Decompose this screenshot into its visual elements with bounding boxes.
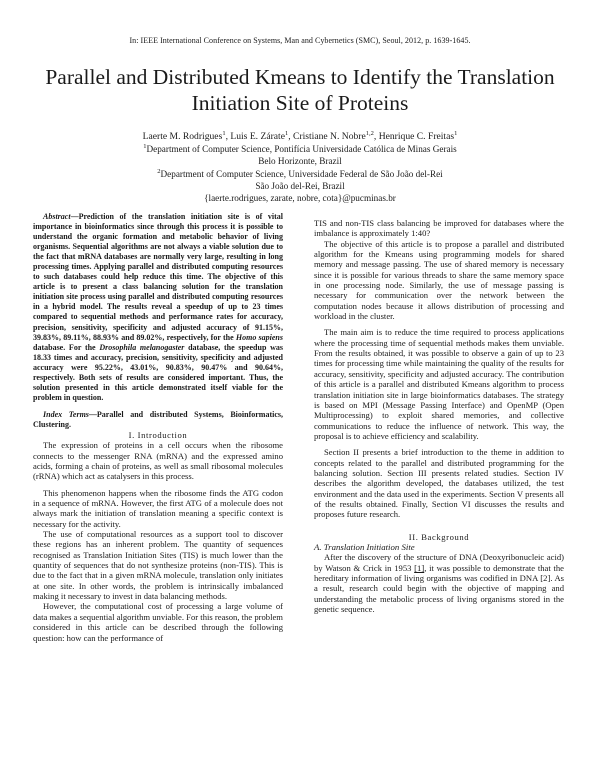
index-terms bbox=[33, 410, 283, 430]
paragraph: The main aim is to reduce the time required to process applications where the processing time of sequential methods makes them unviable. From the results obtained, it was possible to observe a gain of up to 23 times for processing time while maintaining the quality of the results for accuracy, sensitivity, specificity and adjusted accuracy. The contribution of this article is a parallel and distributed Kmeans algorithm to process translation initiation site in large bioinformatics databases. The strategy is based on MPI (Message Passing Interface) and OpenMP (Open Multiprocessing) to exploit shared memories, and collective communications to reduce the influence of network. This way, the proposal is to achieve efficiency and scalability. bbox=[314, 327, 564, 441]
left-column bbox=[33, 212, 283, 643]
affil-dept: Department of Computer Science, Pontifícia Universidade Católica de Minas Gerais bbox=[146, 144, 457, 154]
affiliation-2 bbox=[40, 168, 560, 204]
paragraph-text: . As a result, research could begin with the objective of mapping and understanding the metabolic process of living organisms stored in the genetic sequence. bbox=[314, 573, 564, 615]
author-affil-mark: 1 bbox=[222, 129, 226, 137]
abstract-text: —Prediction of the translation initiation site is of vital importance in bioinformatics since through this process it is possible to understand the organic formation and metabolic behavior of living organisms. Sequential algorithms are not always a viable solution due to the fact that mRNA databases are normally very large, resulting in long processing times. Applying parallel and distributed computing resources to such databases could help reduce this time. The objective of this article is to present a class balancing solution for the translation initiation site process using parallel and distributed computing resources in a hybrid model. The results reveal a speedup of up to 23 times compared to sequential methods and performance rates for accuracy, precision, sensitivity, specificity and adjusted accuracy of 91.15%, 39.83%, 89.11%, 88.93% and 89.02%, respectively, for the bbox=[33, 212, 283, 342]
paragraph: The expression of proteins in a cell occurs when the ribosome connects to the messenger RNA (mRNA) and the expressed amino acids, forming a chain of proteins, as well as small ribosomal molecules (rRNA) which act as catalysers in this process. bbox=[33, 440, 283, 482]
author-affil-mark: 1 bbox=[454, 129, 458, 137]
affiliation-1 bbox=[40, 143, 560, 167]
abstract-text: database. For the bbox=[33, 342, 100, 352]
author-affil-mark: 1,2 bbox=[365, 129, 374, 137]
abstract bbox=[33, 212, 283, 403]
right-column bbox=[314, 218, 564, 614]
paragraph-continued: TIS and non-TIS class balancing be improved for databases where the imbalance is approximately 1:40? bbox=[314, 218, 564, 239]
author-name: Luis E. Zárate bbox=[230, 131, 285, 142]
author-affil-mark: 1 bbox=[284, 129, 289, 137]
paragraph: However, the computational cost of processing a large volume of data makes a sequential algorithm unviable. For this reason, the problem considered in this article can be described through the following question: how can the performance of bbox=[33, 601, 283, 643]
paragraph-text: , it was possible to demonstrate that the hereditary information of living organisms was codified in DNA bbox=[314, 562, 564, 583]
species-name: Homo sapiens bbox=[235, 332, 283, 342]
subsection-heading: A. Translation Initiation Site bbox=[314, 541, 415, 552]
affil-city: Belo Horizonte, Brazil bbox=[258, 156, 342, 166]
citation: [2] bbox=[540, 573, 551, 583]
affil-city: São João del-Rei, Brazil bbox=[255, 181, 345, 191]
paragraph: The use of computational resources as a support tool to discover these regions has an inherent problem. The quantity of sequences recognised as Translation Initiation Sites (TIS) is much lower than the quantity of sequences that do not synthesize proteins (non-TIS). This is due to the fact that in a given mRNA molecule, translation only initiates at one site. In other words, the problem is intrinsically imbalanced making it necessary to invest in data balancing methods. bbox=[33, 529, 283, 602]
index-terms-lead: Index Terms bbox=[43, 409, 89, 419]
paragraph: Section II presents a brief introduction to the theme in addition to concepts related to the parallel and distributed programming for the balancing solution. Section III presents related studies. Section IV describes the algorithm developed, the databases utilized, the test environment and the data used in the experiments. Section V presents all of the results obtained. Finally, Section VI discusses the results and proposes future research. bbox=[314, 447, 564, 520]
venue-line: In: IEEE International Conference on Systems, Man and Cybernetics (SMC), Seoul, 2012, p. 1639-1645. bbox=[129, 36, 471, 45]
paragraph bbox=[314, 552, 564, 614]
species-name: Drosophila melanogaster bbox=[99, 342, 185, 352]
paragraph: The objective of this article is to propose a parallel and distributed algorithm for the Kmeans using programming models for shared memory and message passing. The use of shared memory is necessary since it is possible for various threads to share the same memory space in one processing node. Similarly, the use of message passing is necessary for communication over the network between the computation nodes because it allows distribution of processing and workload in the cluster. bbox=[314, 238, 564, 322]
abstract-lead: Abstract bbox=[43, 212, 71, 221]
affil-mark: 2 bbox=[157, 167, 161, 175]
author-name: Cristiane N. Nobre bbox=[293, 131, 366, 142]
author-name: Henrique C. Freitas bbox=[378, 131, 455, 142]
paragraph: This phenomenon happens when the ribosome finds the ATG codon in a sequence of mRNA. However, the first ATG of a molecule does not always mark the initiation of translation meaning a specific context is necessary for the activity. bbox=[33, 487, 283, 529]
paper-title: Parallel and Distributed Kmeans to Identify the Translation Initiation Site of Proteins bbox=[45, 65, 555, 115]
section-heading: I. Introduction bbox=[128, 429, 188, 440]
paragraph-text: After the discovery of the structure of DNA (Deoxyribonucleic acid) by Watson & Crick in 1953 bbox=[314, 552, 564, 573]
author-emails: {laerte.rodrigues, zarate, nobre, cota}@pucminas.br bbox=[204, 193, 396, 203]
section-heading: II. Background bbox=[408, 531, 470, 542]
affil-dept: Department of Computer Science, Universidade Federal de São João del-Rei bbox=[160, 169, 443, 179]
index-terms-text: —Parallel and distributed Systems, Bioinformatics, Clustering. bbox=[33, 409, 283, 429]
abstract-text: database, the speedup was 18.33 times and accuracy, precision, sensitivity, specificity and adjusted accuracy were 95.22%, 43.01%, 90.83%, 90.47% and 90.64%, respectively. Both sets of results are considered important. Thus, the solution presented in this article demonstrated itself viable for the problem in question. bbox=[33, 342, 284, 402]
author-name: Laerte M. Rodrigues bbox=[142, 131, 223, 142]
affil-mark: 1 bbox=[143, 142, 147, 150]
citation-link[interactable]: [1] bbox=[414, 562, 425, 573]
author-list: Laerte M. Rodrigues$^1$, Luis E. Zárate$^1$, Cristiane N. Nobre$^{1,2}$, Henrique C. Freitas$^1$ bbox=[142, 129, 458, 142]
